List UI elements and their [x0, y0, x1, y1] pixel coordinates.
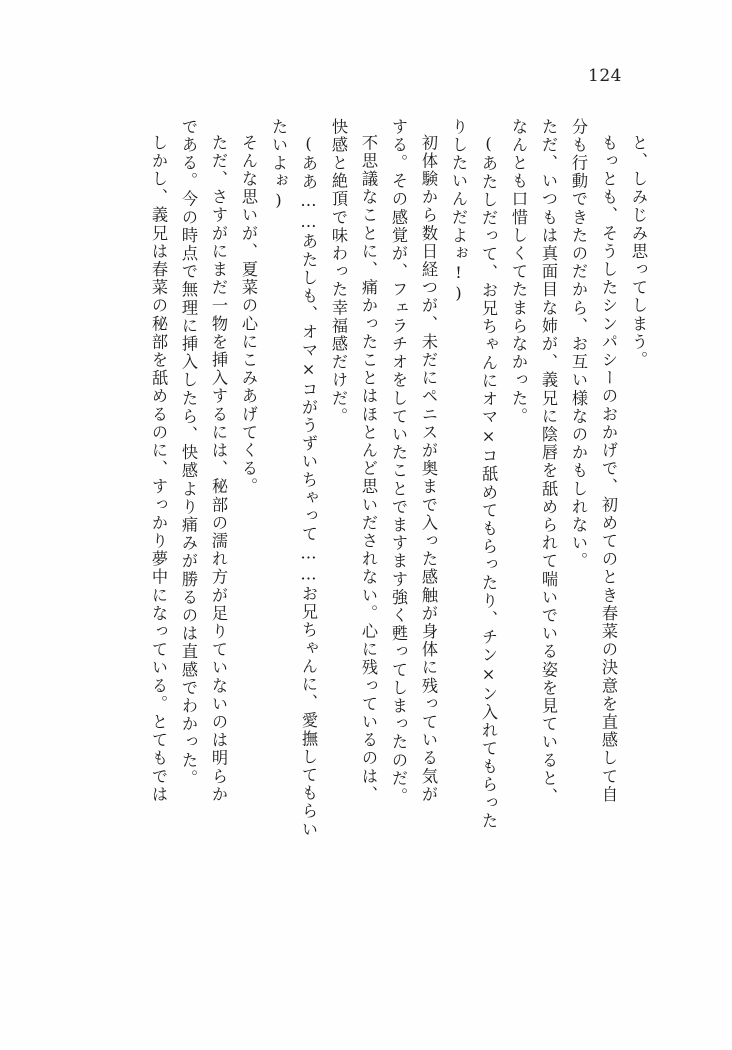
- vertical-text-body: [86, 118, 646, 948]
- text-line: である。今の時点で無理に挿入したら、快感より痛みが勝るのは直感でわかった。: [179, 118, 198, 788]
- text-line: と、しみじみ思ってしまう。: [629, 134, 648, 370]
- text-line: (ああ……あたしも、オマ×コがうずいちゃって……お兄ちゃんに、愛撫してもらい: [299, 134, 318, 839]
- text-line: ただ、いつもは真面目な姉が、義兄に陰唇を舐められて喘いでいる姿を見ていると、: [539, 118, 558, 806]
- text-line: (あたしだって、お兄ちゃんにオマ×コ舐めてもらったり、チン×ン入れてもらった: [479, 134, 498, 831]
- text-line: 不思議なことに、痛かったことはほとんど思いだされない。心に残っているのは、: [359, 134, 378, 804]
- text-line: りしたいんだよぉ!): [449, 118, 468, 305]
- text-line: 快感と絶頂で味わった幸福感だけだ。: [329, 118, 348, 426]
- text-line: たいよぉ): [269, 118, 288, 212]
- page-number: 124: [588, 66, 622, 86]
- text-line: 分も行動できたのだから、お互い様なのかもしれない。: [569, 118, 588, 571]
- text-line: する。その感覚が、フェラチオをしていたことでますます強く甦ってしまったのだ。: [389, 118, 408, 806]
- text-line: なんとも口惜しくてたまらなかった。: [509, 118, 528, 426]
- text-line: ただ、さすがにまだ一物を挿入するには、秘部の濡れ方が足りていないのは明らか: [209, 134, 228, 804]
- text-line: 初体験から数日経つが、未だにペニスが奥まで入った感触が身体に残っている気が: [419, 134, 438, 804]
- text-line: しかし、義兄は春菜の秘部を舐めるのに、すっかり夢中になっている。とてもでは: [149, 134, 168, 804]
- text-line: もっとも、そうしたシンパシーのおかげで、初めてのとき春菜の決意を直感して自: [599, 134, 618, 804]
- text-line: そんな思いが、夏菜の心にこみあげてくる。: [239, 134, 258, 496]
